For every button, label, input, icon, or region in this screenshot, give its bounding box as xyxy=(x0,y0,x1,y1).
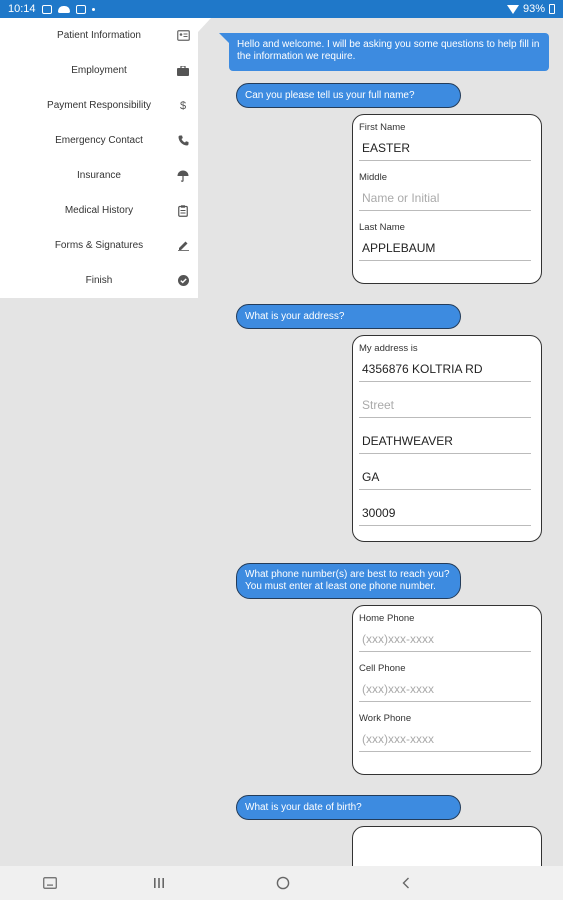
sidebar-item-patient-information[interactable] xyxy=(0,18,198,53)
sidebar-menu xyxy=(0,18,198,298)
sidebar-item-emergency-contact[interactable] xyxy=(0,123,198,158)
street-field[interactable]: Street xyxy=(359,392,531,418)
state-field[interactable]: GA xyxy=(359,464,531,490)
question-address: What is your address? xyxy=(236,304,461,329)
sidebar-item-label: Medical History xyxy=(64,205,134,216)
address-line1-field[interactable]: 4356876 KOLTRIA RD xyxy=(359,356,531,382)
phone-card xyxy=(352,605,542,775)
sidebar-item-label: Finish xyxy=(85,275,113,286)
battery-level: 93% xyxy=(522,3,545,15)
cloud-icon xyxy=(58,6,70,13)
sidebar-item-label: Patient Information xyxy=(57,30,141,41)
status-bar xyxy=(0,0,563,18)
city-field[interactable]: DEATHWEAVER xyxy=(359,428,531,454)
phone-icon xyxy=(176,134,190,148)
sidebar-item-label: Employment xyxy=(71,65,127,76)
sidebar-item-employment[interactable] xyxy=(0,53,198,88)
sidebar-item-finish[interactable] xyxy=(0,263,198,298)
dollar-icon: $ xyxy=(179,99,187,112)
recent-apps-icon[interactable] xyxy=(150,874,168,892)
cell-phone-field[interactable]: (xxx)xxx-xxxx xyxy=(359,676,531,702)
back-icon[interactable] xyxy=(397,874,415,892)
clipboard-icon xyxy=(176,204,190,218)
dob-card xyxy=(352,826,542,866)
address-label: My address is xyxy=(359,343,418,354)
sidebar-item-forms-signatures[interactable] xyxy=(0,228,198,263)
address-card xyxy=(352,335,542,542)
last-name-field[interactable]: APPLEBAUM xyxy=(359,235,531,261)
work-phone-field[interactable]: (xxx)xxx-xxxx xyxy=(359,726,531,752)
check-circle-icon xyxy=(176,274,190,288)
briefcase-icon xyxy=(176,64,190,78)
name-card xyxy=(352,114,542,284)
home-phone-label: Home Phone xyxy=(359,613,415,624)
work-phone-label: Work Phone xyxy=(359,713,412,724)
middle-name-field[interactable]: Name or Initial xyxy=(359,185,531,211)
sidebar-item-medical-history[interactable] xyxy=(0,193,198,228)
zip-field[interactable]: 30009 xyxy=(359,500,531,526)
umbrella-icon xyxy=(176,169,190,183)
battery-icon xyxy=(549,4,555,14)
id-card-icon xyxy=(176,29,190,43)
home-icon[interactable] xyxy=(274,874,292,892)
question-phone: What phone number(s) are best to reach you? You must enter at least one phone number. xyxy=(236,563,461,599)
status-time: 10:14 xyxy=(8,3,36,15)
system-nav-bar xyxy=(0,866,563,900)
notification-icon xyxy=(76,5,86,14)
question-dob: What is your date of birth? xyxy=(236,795,461,820)
sidebar-item-payment-responsibility[interactable] xyxy=(0,88,198,123)
middle-name-label: Middle xyxy=(359,172,387,183)
first-name-field[interactable]: EASTER xyxy=(359,135,531,161)
sidebar-item-insurance[interactable] xyxy=(0,158,198,193)
welcome-message: Hello and welcome. I will be asking you some questions to help fill in the information we require. xyxy=(229,33,549,71)
sidebar-item-label: Payment Responsibility xyxy=(47,100,151,111)
sidebar-item-label: Emergency Contact xyxy=(55,135,143,146)
first-name-label: First Name xyxy=(359,122,406,133)
gallery-icon xyxy=(42,5,52,14)
home-phone-field[interactable]: (xxx)xxx-xxxx xyxy=(359,626,531,652)
question-name: Can you please tell us your full name? xyxy=(236,83,461,108)
wifi-icon xyxy=(507,5,519,14)
dot-icon xyxy=(92,8,95,11)
cell-phone-label: Cell Phone xyxy=(359,663,406,674)
pen-icon xyxy=(176,239,190,253)
sidebar-item-label: Forms & Signatures xyxy=(54,240,144,251)
keyboard-icon[interactable] xyxy=(41,874,59,892)
last-name-label: Last Name xyxy=(359,222,405,233)
sidebar-item-label: Insurance xyxy=(77,170,121,181)
